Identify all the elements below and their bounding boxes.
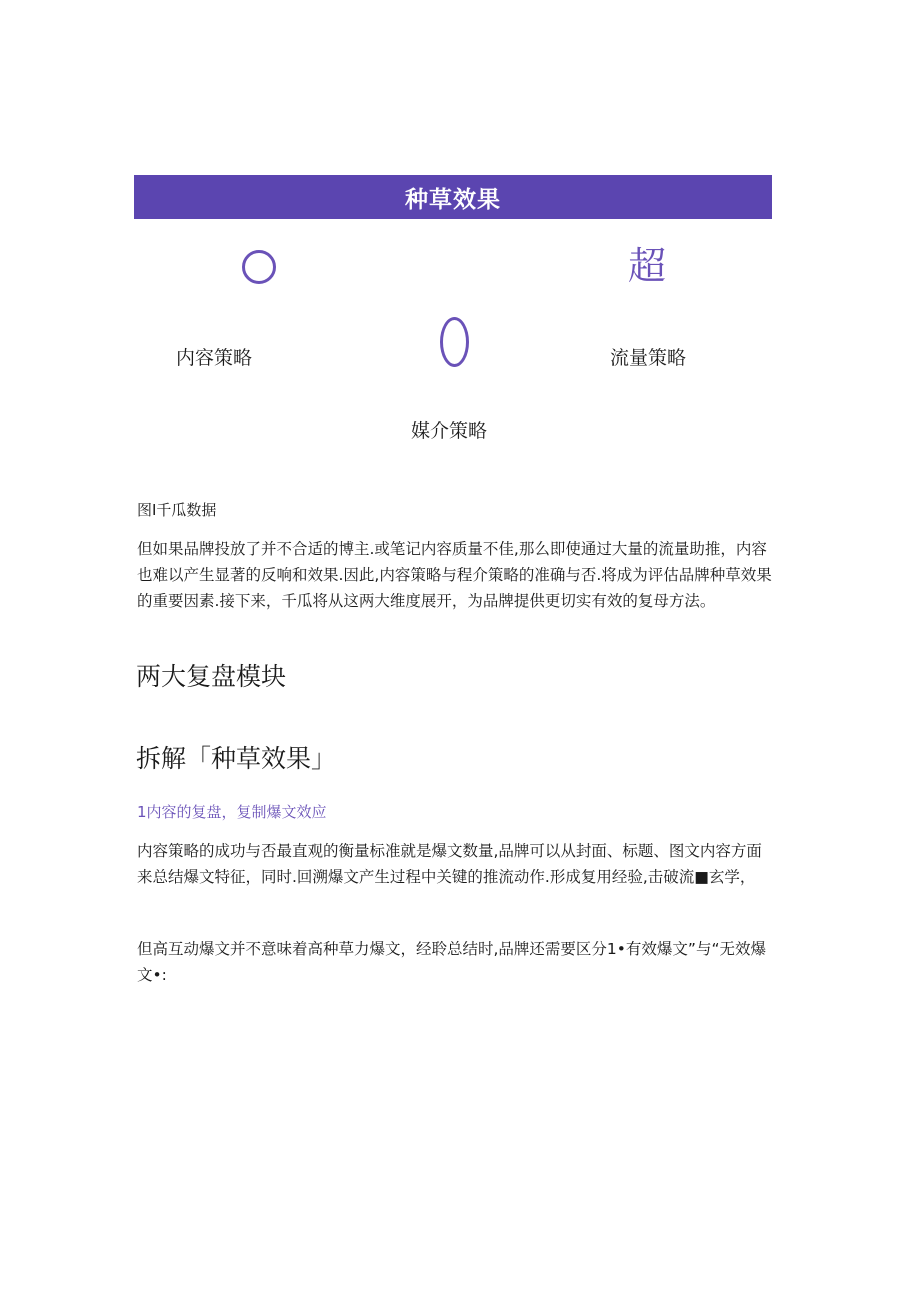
chao-glyph: 超 <box>628 244 667 288</box>
traffic-strategy-label: 流量策略 <box>610 347 687 369</box>
circle-icon <box>242 250 276 284</box>
figure-caption: 图I千瓜数据 <box>137 501 217 519</box>
banner-title: 种草效果 <box>405 186 501 213</box>
item-heading: 1内容的复盘，复制爆文效应 <box>137 803 327 821</box>
intro-paragraph: 但如果品牌投放了并不合适的博主.或笔记内容质量不佳,那么即使通过大量的流量助推，内容也难以产生显著的反响和效果.因此,内容策略与程介策略的准确与否.将成为评估品牌种草效果的重要因素.接下来，千瓜将从这两大维度展开，为品牌提供更切实有效的复母方法。 <box>137 540 772 610</box>
content-strategy-paragraph: 内容策略的成功与否最直观的衡量标准就是爆文数量,品牌可以从封面、标题、图文内容方面来总结爆文特征，同时.回溯爆文产生过程中关键的推流动作.形成复用经验,击破流■玄学， <box>137 842 762 886</box>
section-banner <box>134 175 772 219</box>
content-strategy-label: 内容策略 <box>176 347 253 369</box>
oval-icon <box>440 317 469 367</box>
distinction-paragraph: 但高互动爆文并不意味着高种草力爆文，经聆总结时,品牌还需要区分1•有效爆文”与“无效爆文•: <box>137 940 766 984</box>
media-strategy-label: 媒介策略 <box>411 420 488 442</box>
section-heading: 两大复盘模块 <box>136 662 287 691</box>
subsection-heading: 拆解「种草效果」 <box>136 744 337 773</box>
